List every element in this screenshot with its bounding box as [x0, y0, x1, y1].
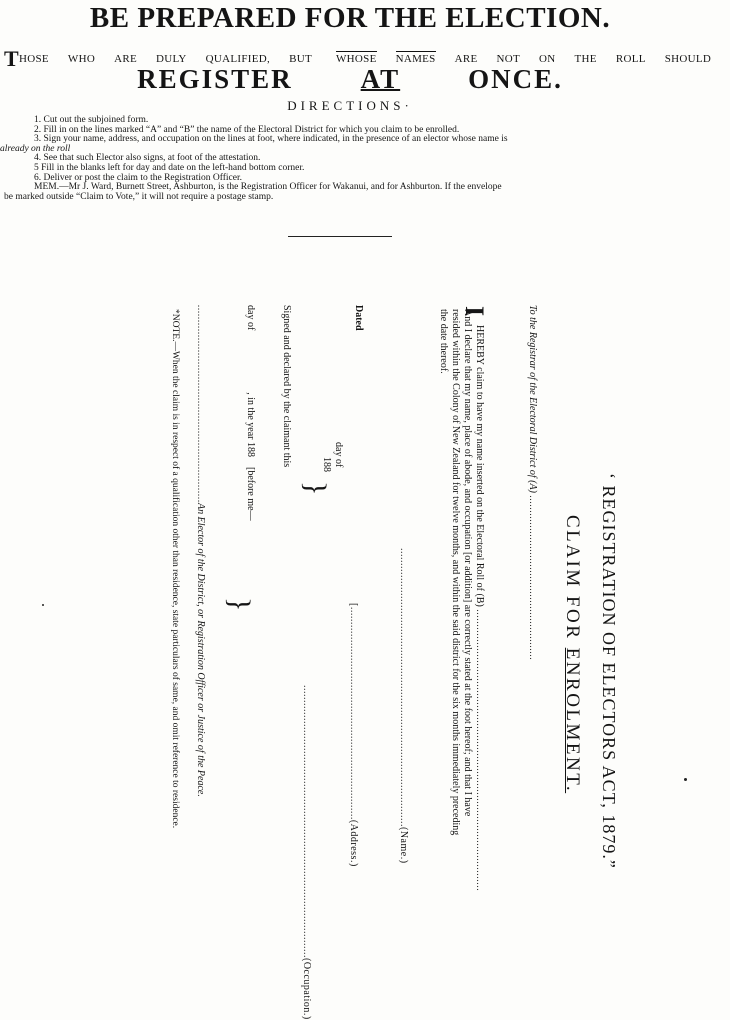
occupation-blank: ...........................................................................................(Occupation.)	[301, 685, 312, 1020]
signed-line-2	[245, 305, 256, 521]
print-speck	[42, 604, 44, 606]
subhead-word: ARE	[454, 53, 478, 65]
divider-rule	[288, 236, 392, 237]
day-of-text: day of	[245, 305, 256, 331]
occupation-label: (Occupation.)	[301, 958, 312, 1020]
signed-line: Signed and declared by the claimant this	[281, 305, 292, 468]
claim-title	[562, 515, 583, 794]
before-me-text: [before me—	[245, 466, 256, 521]
claim-line: resided within the Colony of New Zealand for twelve months, and within the said district for the six months immediately preceding	[450, 309, 461, 836]
dotted-blank: ..............................................................................................	[474, 609, 485, 892]
year-label: 188	[321, 457, 332, 472]
claim-intro	[474, 325, 485, 891]
once-word: ONCE.	[468, 64, 563, 94]
directions-title: DIRECTIONS·	[287, 98, 413, 113]
subhead-word: SHOULD	[664, 53, 712, 65]
direction-item: already on the roll	[0, 143, 71, 154]
subhead-word: THOSE	[4, 46, 49, 71]
elector-line	[195, 305, 206, 797]
address-blank: [.......................................................................(Address.)	[348, 603, 359, 867]
year-text: , in the year 188	[245, 392, 256, 457]
claim-title-part: CLAIM FOR	[562, 515, 583, 641]
subhead-word: NOT	[496, 53, 521, 65]
to-registrar-text: To the Registrar of the Electoral District of (A)	[527, 305, 538, 493]
claim-intro-text: HEREBY claim to have my name inserted on the Electoral Roll of (B)	[474, 325, 485, 607]
direction-item: 5 Fill in the blanks left for day and date on the left-hand bottom corner.	[34, 162, 305, 173]
to-registrar-line	[527, 305, 538, 660]
dotted-blank: ..................................................................	[195, 305, 206, 503]
brace: }	[299, 481, 332, 496]
day-of-label: day of	[333, 442, 344, 468]
print-speck	[684, 778, 687, 781]
claim-line: And I declare that my name, place of abode, and occupation [or addition] are correctly stated at the foot hereof; and that I have	[462, 309, 473, 817]
at-word: AT	[360, 64, 401, 94]
subhead-word: DULY	[156, 53, 187, 65]
drop-letter: T	[4, 46, 19, 71]
subhead-word: BUT	[289, 53, 312, 65]
subhead-word: QUALIFIED,	[205, 53, 271, 65]
subhead-word: WHO	[67, 53, 96, 65]
register-at-once	[0, 64, 700, 95]
address-label: (Address.)	[348, 819, 359, 867]
name-label: (Name.)	[398, 827, 409, 864]
dotted-blank: .......................................................	[527, 495, 538, 661]
memo-line: be marked outside “Claim to Vote,” it will not require a postage stamp.	[4, 191, 274, 202]
subhead-word: NAMES	[395, 53, 436, 65]
direction-item: 4. See that such Elector also signs, at foot of the attestation.	[34, 153, 261, 164]
act-title: ‘ REGISTRATION OF ELECTORS ACT, 1879.”	[599, 473, 619, 869]
claim-form	[104, 305, 700, 1020]
elector-text: An Elector of the District, or Registration Officer or Justice of the Peace.	[195, 503, 206, 797]
subhead-word: ARE	[114, 53, 137, 65]
subhead-word: THE	[574, 53, 597, 65]
memo-line: MEM.—Mr J. Ward, Burnett Street, Ashburton, is the Registration Officer for Wakanui, and for Ashburton. If the envelope	[34, 182, 502, 193]
brace: }	[223, 597, 256, 612]
direction-item: 3. Sign your name, address, and occupation on the lines at foot, where indicated, in the presence of an elector whose name is	[34, 134, 508, 145]
direction-item: 2. Fill in on the lines marked “A” and “B” the name of the Electoral District for which you claim to be enrolled.	[34, 124, 460, 135]
subhead-word: WHOSE	[335, 53, 377, 65]
dated-label: Dated	[353, 305, 364, 331]
claim-title-part: ENROLMENT.	[562, 647, 583, 794]
name-blank: .............................................................................................(Name.)	[398, 548, 409, 864]
big-initial: I	[460, 306, 489, 317]
subhead-word: ON	[539, 53, 556, 65]
footnote: *NOTE.—When the claim is in respect of a qualification other than residence, state particulars of same, and omit reference to residence.	[170, 309, 180, 829]
headline: BE PREPARED FOR THE ELECTION.	[89, 2, 611, 34]
register-word: REGISTER	[137, 64, 293, 94]
direction-item: 6. Deliver or post the claim to the Registration Officer.	[34, 172, 242, 183]
directions-list	[0, 116, 508, 202]
direction-item: 1. Cut out the subjoined form.	[34, 115, 149, 125]
claim-line: the date thereof.	[438, 309, 449, 374]
subhead-word: ROLL	[615, 53, 646, 65]
